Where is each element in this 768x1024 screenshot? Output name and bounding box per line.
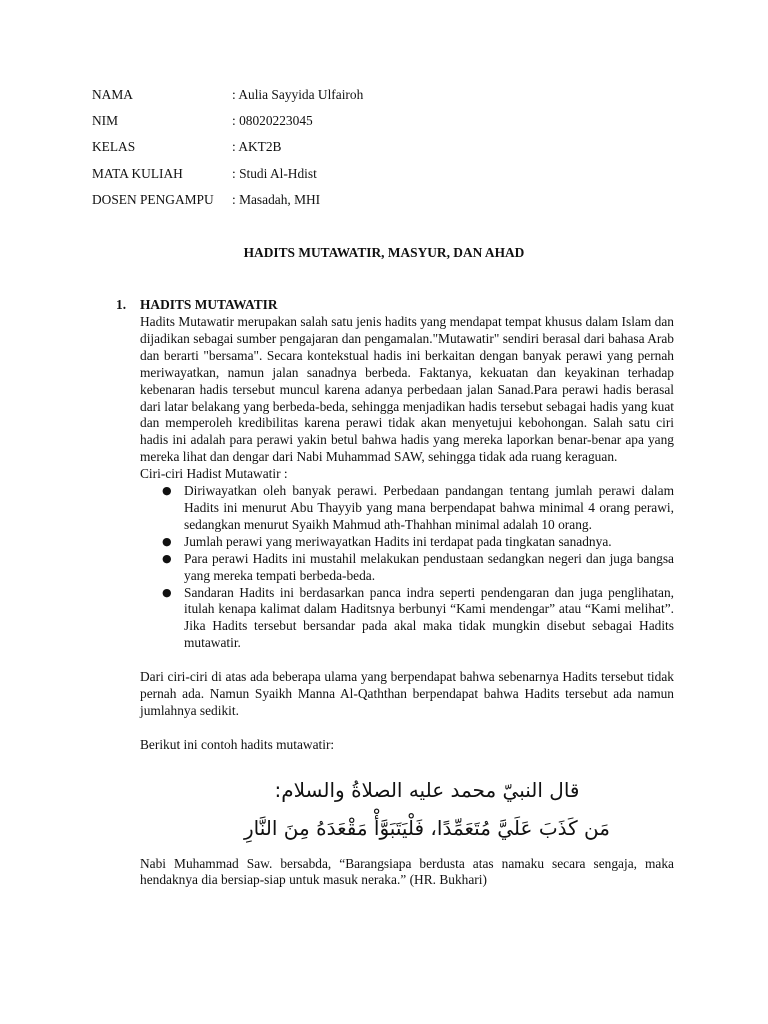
identity-row-course (92, 166, 692, 192)
arabic-hadith-text: مَن كَذَبَ عَلَيَّ مُتَعَمِّدًا، فَلْيَتَبَوَّأْ مَقْعَدَهُ مِنَ النَّارِ (244, 815, 610, 840)
identity-table (92, 87, 692, 218)
identity-value: : 08020223045 (232, 113, 313, 129)
identity-label: DOSEN PENGAMPU (92, 191, 214, 207)
identity-value: : Studi Al-Hdist (232, 165, 317, 181)
identity-value: : Aulia Sayyida Ulfairoh (232, 87, 364, 102)
identity-row-class (92, 139, 692, 165)
list-item (140, 551, 674, 585)
list-item-text: Sandaran Hadits ini berdasarkan panca indra seperti pendengaran dan juga penglihatan, itulah kenapa kalimat dalam Haditsnya berbunyi “Kami mendengar” atau “Kami melihat”. Jika Hadits tersebut bersandar pada akal maka tidak mungkin disebut sebagai Hadits mutawatir. (184, 584, 674, 651)
list-item-text: Diriwayatkan oleh banyak perawi. Perbedaan pandangan tentang jumlah perawi dalam Hadits ini menurut Abu Thayyib yang mana berpendapat bahwa minimal 4 orang perawi, sedangkan menurut Syaikh Mahmud ath-Thahhan minimal adalah 10 orang. (184, 483, 674, 532)
list-item-text: Jumlah perawi yang meriwayatkan Hadits ini terdapat pada tingkatan sanadnya. (184, 533, 612, 549)
list-item (140, 585, 674, 653)
example-intro: Berikut ini contoh hadits mutawatir: (140, 736, 335, 752)
list-item (140, 483, 674, 534)
section-heading-text: HADITS MUTAWATIR (140, 297, 278, 312)
translation-paragraph: Nabi Muhammad Saw. bersabda, “Barangsiapa berdusta atas namaku secara sengaja, maka hendaknya dia bersiap-siap untuk masuk neraka.” (HR. Bukhari) (140, 855, 674, 888)
section-number: 1. (116, 297, 127, 312)
intro-paragraph: Hadits Mutawatir merupakan salah satu jenis hadits yang mendapat tempat khusus dalam Islam dan dijadikan sebagai sumber pengajaran dan pengamalan."Mutawatir" sendiri berasal dari bahasa Arab dan berarti "bersama". Secara kontekstual hadis ini berkaitan dengan banyak perawi yang pernah meriwayatkan, namun jalan sanadnya berbeda. Faktanya, kekuatan dan keyakinan terhadap kebenaran hadis tersebut muncul karena adanya perbedaan jalan Sanad.Para perawi hadis berasal dari latar belakang yang berbeda-beda, sehingga menjadikan hadis tersebut sebagai hadis yang kuat dan memperoleh kredibilitas karena perawi tidak akan menyetujui kebohongan. Salah satu ciri hadis ini adalah para perawi yakin betul bahwa hadis yang mereka laporkan benar-benar apa yang mereka lihat dan dengar dari Nabi Muhammad SAW, sehingga tidak ada ruang keraguan. (140, 314, 674, 465)
section-body (140, 314, 674, 889)
arabic-hadith-intro: قال النبيّ محمد عليه الصلاةُ والسلام: (274, 777, 580, 802)
identity-value: : AKT2B (232, 139, 282, 155)
bullet-dot-icon: ● (162, 551, 172, 565)
identity-row-name (92, 87, 692, 113)
identity-row-nim (92, 113, 692, 139)
list-item-text: Para perawi Hadits ini mustahil melakukan pendustaan sedangkan negeri dan juga bangsa yang mereka tempati berbeda-beda. (184, 550, 674, 583)
identity-label: NIM (92, 113, 119, 129)
identity-value: : Masadah, MHI (232, 191, 321, 207)
identity-label: KELAS (92, 139, 136, 155)
document-title: HADITS MUTAWATIR, MASYUR, DAN AHAD (243, 245, 525, 260)
traits-list (140, 483, 674, 652)
bullet-dot-icon: ● (162, 484, 172, 498)
bullet-dot-icon: ● (162, 534, 172, 548)
list-item (140, 534, 674, 551)
bullet-dot-icon: ● (162, 585, 172, 599)
opinion-paragraph: Dari ciri-ciri di atas ada beberapa ulama yang berpendapat bahwa sebenarnya Hadits tersebut tidak pernah ada. Namun Syaikh Manna Al-Qaththan berpendapat bahwa Hadits tersebut ada namun jumlahnya sedikit. (140, 669, 674, 718)
identity-row-lecturer (92, 192, 692, 218)
traits-heading: Ciri-ciri Hadist Mutawatir : (140, 466, 288, 482)
identity-label: MATA KULIAH (92, 165, 183, 181)
identity-label: NAMA (92, 87, 133, 102)
section-heading (116, 297, 278, 314)
